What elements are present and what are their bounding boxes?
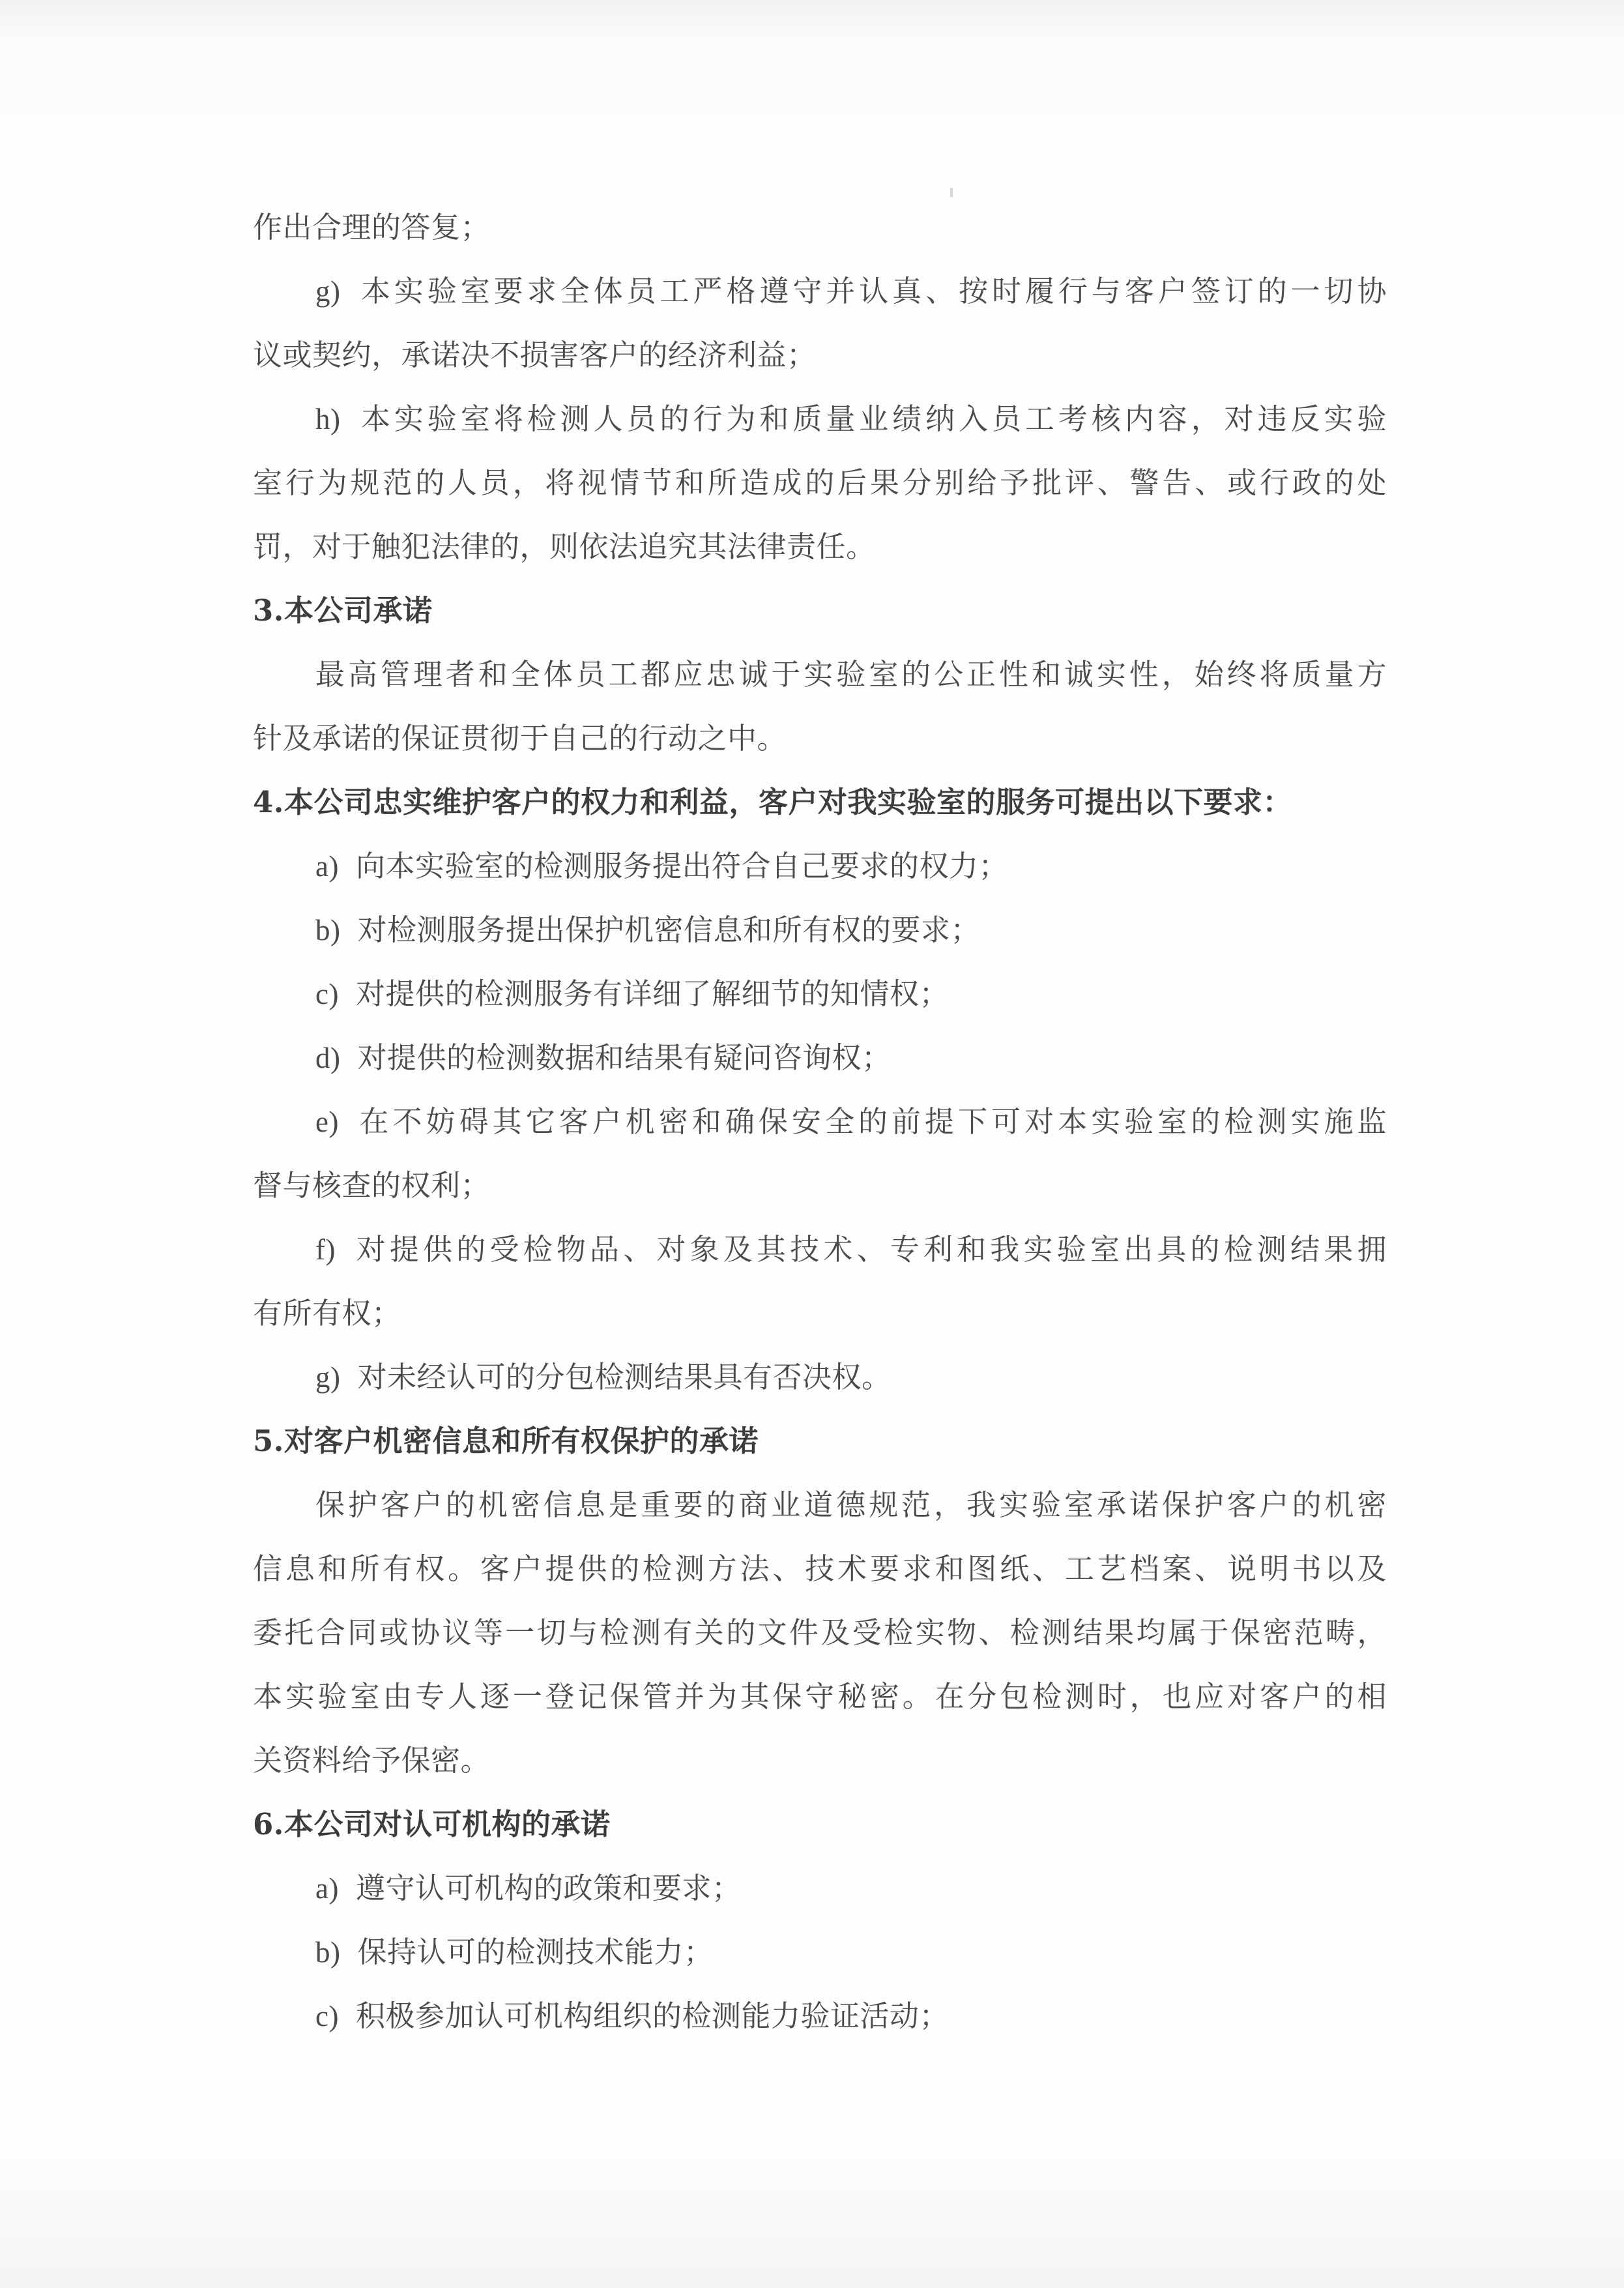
item-tag: d) <box>315 1042 341 1074</box>
item-h-line-1: h) 本实验室将检测人员的行为和质量业绩纳入员工考核内容，对违反实验 <box>253 387 1387 451</box>
item-tag: e) <box>315 1106 339 1138</box>
item-tag: c) <box>315 2000 339 2032</box>
section-3-line-2: 针及承诺的保证贯彻于自己的行动之中。 <box>253 721 787 755</box>
section-5-line-3: 委托合同或协议等一切与检测有关的文件及受检实物、检测结果均属于保密范畴， <box>253 1615 1387 1650</box>
section-4-item-e-line-2: 督与核查的权利； <box>253 1168 491 1203</box>
section-5-line-2: 信息和所有权。客户提供的检测方法、技术要求和图纸、工艺档案、说明书以及 <box>253 1551 1387 1586</box>
section-6-heading: 6.本公司对认可机构的承诺 <box>253 1807 611 1841</box>
item-tag: b) <box>315 914 341 946</box>
item-tag: a) <box>315 850 339 883</box>
section-3-line-1: 最高管理者和全体员工都应忠诚于实验室的公正性和诚实性，始终将质量方 <box>315 657 1387 692</box>
section-6-item-c: c) 积极参加认可机构组织的检测能力验证活动； <box>253 1984 1387 2048</box>
item-h-line-3: 罚，对于触犯法律的，则依法追究其法律责任。 <box>253 529 876 564</box>
section-4-item-c: c) 对提供的检测服务有详细了解细节的知情权； <box>253 962 1387 1026</box>
section-4-item-b: b) 对检测服务提出保护机密信息和所有权的要求； <box>253 898 1387 962</box>
section-4-item-f-line-2: 有所有权； <box>253 1296 401 1330</box>
section-5-line-4: 本实验室由专人逐一登记保管并为其保守秘密。在分包检测时，也应对客户的相 <box>253 1679 1387 1714</box>
item-g-line-1: g) 本实验室要求全体员工严格遵守并认真、按时履行与客户签订的一切协 <box>253 259 1387 323</box>
section-5-heading: 5.对客户机密信息和所有权保护的承诺 <box>253 1424 759 1458</box>
section-4-item-d: d) 对提供的检测数据和结果有疑问咨询权； <box>253 1026 1387 1090</box>
item-tag: h) <box>315 403 341 435</box>
item-tag: f) <box>315 1233 336 1266</box>
item-tag: b) <box>315 1936 341 1969</box>
document-body <box>253 196 1387 2048</box>
item-g-line-2: 议或契约，承诺决不损害客户的经济利益； <box>253 338 817 372</box>
item-tag: a) <box>315 1872 339 1905</box>
section-4-heading: 4.本公司忠实维护客户的权力和利益，客户对我实验室的服务可提出以下要求： <box>253 785 1292 819</box>
section-4-item-f-line-1: f) 对提供的受检物品、对象及其技术、专利和我实验室出具的检测结果拥 <box>253 1218 1387 1282</box>
item-tag: g) <box>315 1361 341 1394</box>
section-4-item-a: a) 向本实验室的检测服务提出符合自己要求的权力； <box>253 834 1387 898</box>
section-4-item-g: g) 对未经认可的分包检测结果具有否决权。 <box>253 1345 1387 1409</box>
item-tag: g) <box>315 275 341 308</box>
section-3-heading: 3.本公司承诺 <box>253 593 433 628</box>
item-tag: c) <box>315 978 339 1010</box>
item-h-line-2: 室行为规范的人员，将视情节和所造成的后果分别给予批评、警告、或行政的处 <box>253 465 1387 500</box>
continuation-line: 作出合理的答复； <box>253 210 491 244</box>
section-6-item-b: b) 保持认可的检测技术能力； <box>253 1920 1387 1984</box>
section-4-item-e-line-1: e) 在不妨碍其它客户机密和确保安全的前提下可对本实验室的检测实施监 <box>253 1090 1387 1154</box>
section-5-line-5: 关资料给予保密。 <box>253 1743 491 1778</box>
section-6-item-a: a) 遵守认可机构的政策和要求； <box>253 1856 1387 1920</box>
section-5-line-1: 保护客户的机密信息是重要的商业道德规范，我实验室承诺保护客户的机密 <box>315 1488 1387 1522</box>
